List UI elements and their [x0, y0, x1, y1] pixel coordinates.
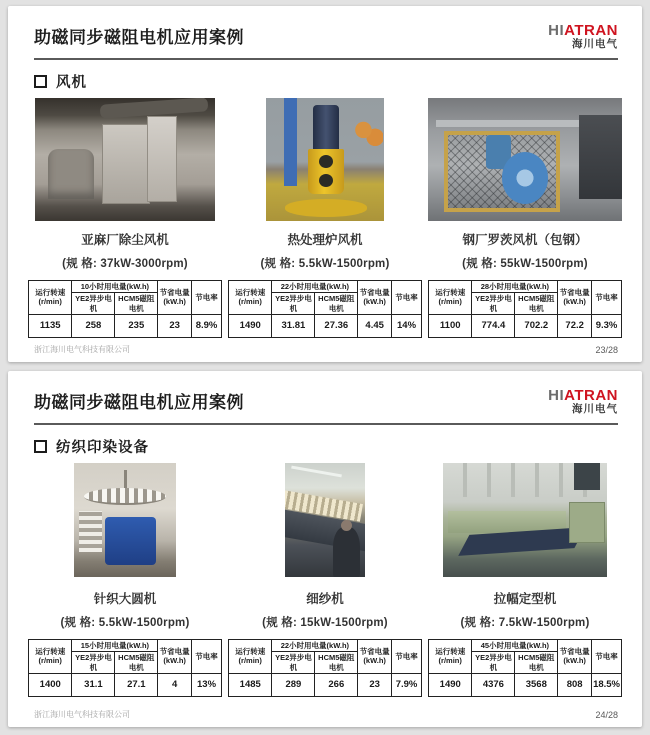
col-speed: 运行转速 (r/min) [429, 280, 472, 314]
section-bullet-icon [34, 75, 47, 88]
val-hcm5: 702.2 [515, 314, 558, 337]
col-speed: 运行转速 (r/min) [229, 639, 272, 673]
case-spec: (规 格: 5.5kW-1500rpm) [60, 616, 190, 629]
val-hcm5: 27.36 [315, 314, 358, 337]
val-ye2: 258 [72, 314, 115, 337]
energy-table [428, 280, 622, 338]
slide-footer [34, 344, 618, 355]
col-ye2: YE2异步电机 [272, 293, 315, 315]
val-speed: 1400 [29, 673, 72, 696]
col-ye2: YE2异步电机 [472, 652, 515, 674]
photo-furnace-fan [266, 98, 384, 221]
section-label: 纺织印染设备 [56, 439, 149, 456]
col-usage: 22小时用电量(kW.h) [272, 639, 358, 651]
section-label: 风机 [56, 74, 87, 91]
energy-table [28, 639, 222, 697]
energy-table [228, 280, 422, 338]
slide-textile [8, 371, 642, 727]
case-spec: (规 格: 7.5kW-1500rpm) [460, 616, 590, 629]
col-saving: 节省电量 (kW.h) [558, 639, 592, 673]
energy-table [228, 639, 422, 697]
col-rate: 节电率 [192, 639, 222, 673]
photo-roots-blower [428, 98, 622, 221]
photo-circular-knitting-machine [74, 463, 176, 577]
section-bullet-icon [34, 440, 47, 453]
case-dust-fan [28, 98, 222, 338]
val-ye2: 31.81 [272, 314, 315, 337]
photo-frame [28, 463, 222, 581]
case-caption: 针织大圆机 [93, 591, 157, 606]
photo-shape [308, 149, 343, 193]
col-saving: 节省电量 (kW.h) [158, 280, 192, 314]
case-furnace-fan [228, 98, 422, 338]
photo-shape [147, 116, 178, 202]
val-ye2: 774.4 [472, 314, 515, 337]
col-speed: 运行转速 (r/min) [29, 280, 72, 314]
table-row [429, 673, 622, 696]
photo-frame [428, 98, 622, 222]
col-rate: 节电率 [592, 639, 622, 673]
cases-row [8, 461, 642, 697]
val-speed: 1135 [29, 314, 72, 337]
case-spec: (规 格: 15kW-1500rpm) [262, 616, 388, 629]
col-ye2: YE2异步电机 [72, 293, 115, 315]
val-rate: 7.9% [392, 673, 422, 696]
val-ye2: 289 [272, 673, 315, 696]
case-spinning-frame [228, 463, 422, 697]
col-ye2: YE2异步电机 [272, 652, 315, 674]
col-rate: 节电率 [192, 280, 222, 314]
table-row [29, 314, 222, 337]
logo-text-gray: HI [548, 22, 565, 39]
photo-shape [84, 488, 166, 505]
photo-shape [569, 502, 605, 543]
photo-shape [48, 149, 95, 198]
photo-frame [28, 98, 222, 222]
case-spec: (规 格: 37kW-3000rpm) [62, 257, 188, 270]
energy-table [28, 280, 222, 338]
val-hcm5: 266 [315, 673, 358, 696]
val-saving: 72.2 [558, 314, 592, 337]
val-ye2: 31.1 [72, 673, 115, 696]
photo-dust-removal-fan [35, 98, 215, 221]
col-saving: 节省电量 (kW.h) [158, 639, 192, 673]
col-usage: 22小时用电量(kW.h) [272, 280, 358, 292]
val-hcm5: 235 [115, 314, 158, 337]
case-spec: (规 格: 55kW-1500rpm) [462, 257, 588, 270]
energy-table [428, 639, 622, 697]
table-row [229, 314, 422, 337]
logo-text-red: ATRAN [564, 22, 618, 39]
val-saving: 4 [158, 673, 192, 696]
section-heading [34, 71, 642, 92]
col-hcm5: HCM5磁阻电机 [315, 652, 358, 674]
photo-frame [228, 463, 422, 581]
col-usage: 15小时用电量(kW.h) [72, 639, 158, 651]
footer-company: 浙江海川电气科技有限公司 [34, 345, 130, 354]
case-caption: 热处理炉风机 [287, 232, 363, 247]
slide-footer [34, 709, 618, 720]
logo-subtitle: 海川电气 [572, 402, 618, 415]
company-logo [548, 388, 618, 415]
val-speed: 1490 [229, 314, 272, 337]
col-saving: 节省电量 (kW.h) [558, 280, 592, 314]
col-ye2: YE2异步电机 [72, 652, 115, 674]
photo-shape [102, 124, 151, 205]
photo-frame [428, 463, 622, 581]
photo-shape [291, 465, 342, 477]
photo-shape [355, 117, 383, 154]
photo-stenter-machine [443, 463, 607, 577]
case-caption: 亚麻厂除尘风机 [81, 232, 169, 247]
case-knitting-machine [28, 463, 222, 697]
slide-fans [8, 6, 642, 362]
photo-spinning-frame [285, 463, 365, 577]
col-saving: 节省电量 (kW.h) [358, 639, 392, 673]
val-rate: 8.9% [192, 314, 222, 337]
val-speed: 1100 [429, 314, 472, 337]
case-caption: 细纱机 [306, 591, 344, 606]
col-hcm5: HCM5磁阻电机 [515, 293, 558, 315]
case-roots-blower [428, 98, 622, 338]
val-hcm5: 3568 [515, 673, 558, 696]
val-saving: 23 [358, 673, 392, 696]
slide-header [8, 371, 642, 421]
col-rate: 节电率 [592, 280, 622, 314]
col-speed: 运行转速 (r/min) [29, 639, 72, 673]
val-rate: 13% [192, 673, 222, 696]
val-hcm5: 27.1 [115, 673, 158, 696]
header-divider [34, 423, 618, 425]
logo-text-gray: HI [548, 387, 565, 404]
cases-row [8, 96, 642, 338]
slide-title: 助磁同步磁阻电机应用案例 [34, 28, 244, 47]
photo-shape [313, 105, 339, 149]
val-rate: 14% [392, 314, 422, 337]
col-saving: 节省电量 (kW.h) [358, 280, 392, 314]
photo-shape [579, 115, 622, 199]
col-usage: 28小时用电量(kW.h) [472, 280, 558, 292]
case-caption: 拉幅定型机 [493, 591, 557, 606]
photo-shape [285, 199, 368, 217]
col-ye2: YE2异步电机 [472, 293, 515, 315]
case-stenter-machine [428, 463, 622, 697]
case-spec: (规 格: 5.5kW-1500rpm) [260, 257, 390, 270]
val-saving: 4.45 [358, 314, 392, 337]
logo-wordmark [548, 388, 618, 404]
photo-shape [574, 463, 600, 490]
photo-shape [79, 511, 101, 552]
photo-frame [228, 98, 422, 222]
photo-shape [333, 527, 360, 577]
col-speed: 运行转速 (r/min) [229, 280, 272, 314]
col-usage: 10小时用电量(kW.h) [72, 280, 158, 292]
col-hcm5: HCM5磁阻电机 [115, 293, 158, 315]
slide-header [8, 6, 642, 56]
photo-shape [436, 120, 599, 127]
col-rate: 节电率 [392, 639, 422, 673]
table-row [229, 673, 422, 696]
val-saving: 808 [558, 673, 592, 696]
table-row [429, 314, 622, 337]
slide-title: 助磁同步磁阻电机应用案例 [34, 393, 244, 412]
footer-company: 浙江海川电气科技有限公司 [34, 710, 130, 719]
val-rate: 18.5% [592, 673, 622, 696]
col-rate: 节电率 [392, 280, 422, 314]
val-ye2: 4376 [472, 673, 515, 696]
page-number: 24/28 [595, 710, 618, 720]
logo-subtitle: 海川电气 [572, 37, 618, 50]
photo-shape [284, 98, 297, 187]
company-logo [548, 23, 618, 50]
col-usage: 45小时用电量(kW.h) [472, 639, 558, 651]
page-number: 23/28 [595, 345, 618, 355]
col-hcm5: HCM5磁阻电机 [315, 293, 358, 315]
case-caption: 钢厂罗茨风机（包钢） [462, 232, 588, 247]
logo-wordmark [548, 23, 618, 39]
table-row [29, 673, 222, 696]
val-rate: 9.3% [592, 314, 622, 337]
header-divider [34, 58, 618, 60]
col-hcm5: HCM5磁阻电机 [515, 652, 558, 674]
logo-text-red: ATRAN [564, 387, 618, 404]
col-hcm5: HCM5磁阻电机 [115, 652, 158, 674]
section-heading [34, 436, 642, 457]
val-saving: 23 [158, 314, 192, 337]
photo-shape [105, 517, 156, 565]
val-speed: 1485 [229, 673, 272, 696]
col-speed: 运行转速 (r/min) [429, 639, 472, 673]
photo-shape [502, 152, 549, 204]
val-speed: 1490 [429, 673, 472, 696]
